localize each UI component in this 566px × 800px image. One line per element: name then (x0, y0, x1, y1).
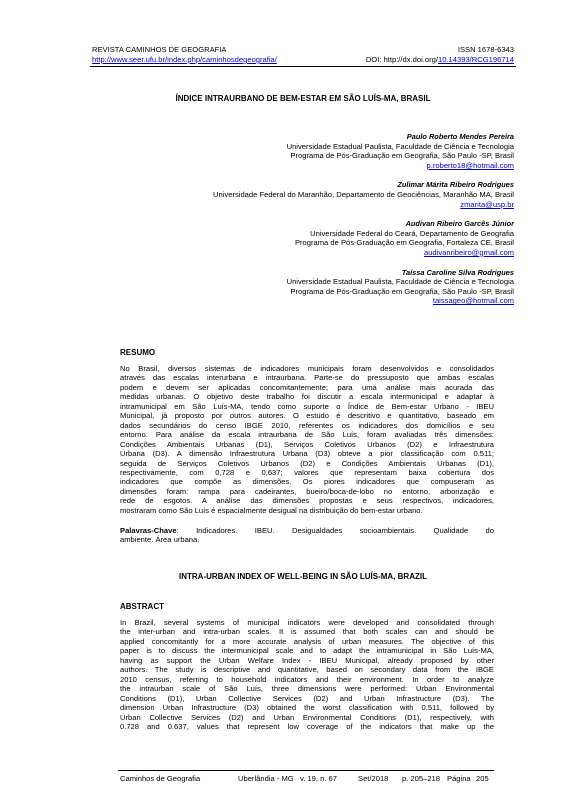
author-block (92, 180, 514, 209)
abstract-line: paper is to discuss the intermunicipal scale and to adapt the intramunicipal in São Luís-MA, (120, 646, 494, 656)
journal-url-link[interactable]: http://www.seer.ufu.br/index.php/caminhosdegeografia/ (92, 55, 277, 64)
author-affiliation: Universidade Estadual Paulista, Faculdade de Ciência e Tecnologia (286, 141, 514, 151)
author-name: Paulo Roberto Mendes Pereira (406, 132, 514, 141)
author-name: Taíssa Caroline Silva Rodrigues (401, 267, 514, 277)
author-affiliation: Programa de Pós-Graduação em Geografia, São Paulo -SP, Brasil (290, 286, 514, 296)
doi (366, 54, 514, 65)
resumo-line: entorno. Para análise da escala intraurbana de São Luís, foram avaliadas três dimensões: (120, 430, 494, 440)
resumo-line: medidas urbanas. O objetivo deste trabalho foi discutir a escala intermunicipal e adaptar à (120, 392, 494, 402)
resumo-line: intramunicipal em São Luís-MA, tendo como suporte o Índice de Bem-estar Urbano - IBEU (120, 401, 494, 411)
resumo-text (120, 364, 494, 515)
footer-city: Uberlândia - MG (238, 774, 294, 783)
author-email-link[interactable]: audivanribeiro@gmail.com (423, 247, 514, 257)
resumo-line: podem e devem ser aplicadas concomitantemente; para uma análise mais acurada das (120, 382, 494, 392)
author-email-link[interactable]: zmarita@usp.br (460, 199, 514, 209)
author-email-link[interactable]: taissageo@hotmail.com (432, 296, 514, 306)
resumo-line: No Brasil, diversos sistemas de indicadores municipais foram desenvolvidos e consolidados (120, 364, 494, 373)
abstract-line: Urban Collective Services (D2) and Urban Environmental Conditions (D1), respectively, with (120, 712, 494, 722)
abstract-line: having as support the Urban Welfare Index - IBEU Municipal, already proposed by other (120, 655, 494, 665)
author-email-link[interactable]: p.roberto18@hotmail.com (426, 160, 514, 170)
issn: ISSN 1678-6343 (457, 45, 514, 54)
abstract-line: the inter-urban and intra-urban scales. It is assumed that both scales can and should be (120, 627, 494, 637)
journal-name: REVISTA CAMINHOS DE GEOGRAFIA (92, 45, 227, 54)
abstract-text (120, 618, 494, 731)
header-rule (90, 66, 516, 67)
keywords-colon: : (176, 526, 197, 535)
abstract-heading: ABSTRACT (120, 602, 164, 611)
resumo-line: Condições Ambientais Urbanas (D1), Serviços Coletivos Urbanos (D2) e Infraestrutura (120, 439, 494, 449)
author-affiliation: Universidade Federal do Ceará, Departamento de Geografia (310, 228, 514, 238)
resumo-line: Municipal, já proposto por outros autores. O estudo é descritivo e quantitativo, baseado em (120, 411, 494, 421)
footer-page-label: Página (447, 774, 471, 783)
abstract-line: authors. The study is descriptive and quantitative, based on secondary data from the IBGE (120, 665, 494, 675)
author-block (92, 268, 514, 306)
author-name: Audivan Ribeiro Garcês Júnior (405, 219, 514, 229)
abstract-line: Conditions (D1), Urban Collective Services (D2) and Urban Infrastructure (D3). The (120, 693, 494, 703)
abstract-line: In Brazil, several systems of municipal indicators were developed and consolidated through (120, 618, 494, 627)
author-affiliation: Universidade Federal do Maranhão, Departamento de Geociências, Maranhão MA, Brasil (213, 189, 514, 199)
resumo-line: seguida de Serviços Coletivos Urbanos (D2) e Condições Ambientais Urbanas (D1), (120, 458, 494, 468)
resumo-line: rede de esgotos. A análise das dimensões propostas e seus respectivos, indicadores, (120, 496, 494, 506)
footer-page-number: 205 (476, 774, 489, 783)
abstract-line: 0.728 and 0.637, values that represent low coverage of the indicators that make up the (120, 721, 494, 731)
abstract-line: the intraurban scale of São Luís, three dimensions were performed: Urban Environmental (120, 684, 494, 694)
author-block (92, 132, 514, 170)
author-affiliation: Programa de Pós-Graduação em Geografia, Fortaleza CE, Brasil (294, 238, 514, 248)
author-list (92, 132, 514, 306)
resumo-line: dimensões foram: rampa para cadeirantes, bueiro/boca-de-lobo no entorno, arborização e (120, 486, 494, 496)
keywords-line (120, 526, 494, 535)
author-block (92, 219, 514, 257)
keywords-text: Indicadores. IBEU. Desigualdades socioambientais. Qualidade do (196, 526, 494, 535)
keywords-line: ambiente. Área urbana. (120, 535, 200, 545)
resumo-line: mostraram como São Luís é espacialmente desigual na distribuição do bem-estar urbano. (120, 505, 423, 515)
author-affiliation: Universidade Estadual Paulista, Faculdade de Ciência e Tecnologia (286, 277, 514, 287)
resumo-line: Urbana (D3). A dimensão Infraestrutura Urbana (D3) obteve a pior classificação com 0.511; (120, 449, 494, 459)
doi-link[interactable]: 10.14393/RCG196714 (438, 55, 514, 64)
resumo-line: indicadores que compõe as dimensões. Os piores indicadores que compuseram as (120, 477, 494, 487)
abstract-line: 2010 census, referring to household indicators and their environment. In order to analyze (120, 674, 494, 684)
footer-date: Set/2018 (358, 774, 389, 783)
page-title: ÍNDICE INTRAURBANO DE BEM-ESTAR EM SÃO LUÍS-MA, BRASIL (175, 94, 431, 103)
author-affiliation: Programa de Pós-Graduação em Geografia, São Paulo -SP, Brasil (290, 151, 514, 161)
footer-rule (118, 770, 494, 771)
keywords (120, 526, 494, 545)
keywords-label: Palavras-Chave (120, 526, 177, 535)
english-title: INTRA-URBAN INDEX OF WELL-BEING IN SÃO LUÍS-MA, BRAZIL (179, 572, 427, 581)
footer-journal: Caminhos de Geografia (120, 774, 201, 783)
author-name: Zulimar Márita Ribeiro Rodrigues (397, 180, 514, 190)
resumo-line: através das escalas interurbana e intraurbana. Parte-se do pressuposto que ambas escalas (120, 373, 494, 383)
abstract-line: applied concomitantly for a more accurate analysis of urban measures. The objective of this (120, 636, 494, 646)
resumo-line: respectivamente, com 0,728 e 0,637; valores que representam baixa cobertura dos (120, 467, 494, 477)
footer-pages: p. 205–218 (402, 774, 441, 783)
doi-prefix: DOI: http://dx.doi.org/ (365, 55, 438, 64)
resumo-line: dados secundários do censo IBGE 2010, referentes os indicadores dos domicílios e seu (120, 420, 494, 430)
resumo-heading: RESUMO (120, 348, 156, 357)
footer-volume: v. 19, n. 67 (300, 774, 338, 783)
abstract-line: dimension Urban Infrastructure (D3) obtained the worst classification with 0.511, followed by (120, 703, 494, 713)
